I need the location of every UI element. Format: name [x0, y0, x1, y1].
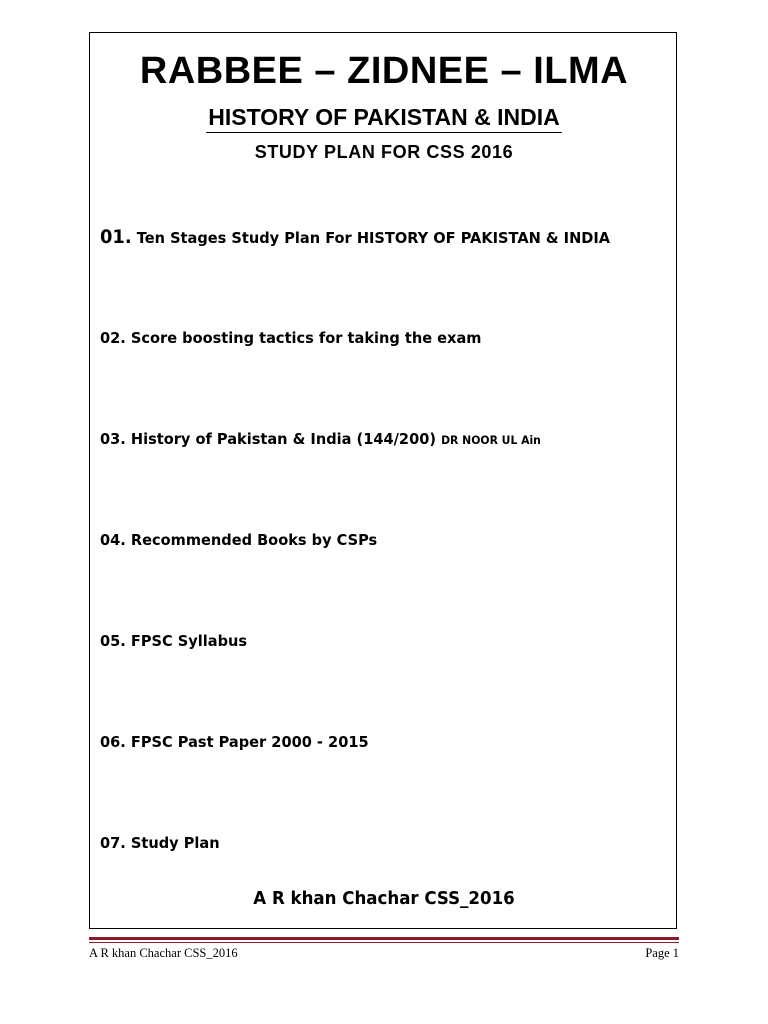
toc-item-02: [100, 327, 481, 349]
toc-item-05: [100, 630, 247, 652]
toc-item-text: Ten Stages Study Plan For HISTORY OF PAKISTAN & INDIA: [136, 229, 611, 247]
toc-item-number: 01.: [100, 226, 132, 248]
toc-item-text: FPSC Past Paper 2000 - 2015: [130, 733, 369, 751]
toc-item-note: DR NOOR UL Ain: [441, 433, 541, 447]
subtitle-container: [0, 102, 768, 133]
toc-item-text: Score boosting tactics for taking the exam: [130, 329, 482, 347]
toc-item-text: FPSC Syllabus: [130, 632, 248, 650]
page-border-frame: [89, 32, 677, 929]
toc-item-number: 07.: [100, 834, 126, 852]
toc-item-text: Study Plan: [130, 834, 220, 852]
toc-item-04: [100, 529, 377, 551]
toc-item-number: 03.: [100, 430, 126, 448]
footer-rule-thin: [89, 942, 679, 943]
document-title: RABBEE – ZIDNEE – ILMA: [139, 50, 629, 92]
study-plan-heading: STUDY PLAN FOR CSS 2016: [254, 142, 514, 162]
toc-item-03: [100, 428, 541, 451]
toc-item-01: [100, 226, 610, 249]
toc-item-number: 06.: [100, 733, 126, 751]
toc-item-number: 05.: [100, 632, 126, 650]
document-subtitle: HISTORY OF PAKISTAN & INDIA: [206, 102, 561, 133]
toc-item-text: Recommended Books by CSPs: [130, 531, 378, 549]
footer-author: A R khan Chachar CSS_2016: [89, 946, 238, 960]
toc-item-number: 04.: [100, 531, 126, 549]
author-line: A R khan Chachar CSS_2016: [253, 889, 515, 909]
toc-item-text: History of Pakistan & India (144/200): [130, 430, 437, 448]
toc-item-06: [100, 731, 369, 753]
toc-item-number: 02.: [100, 329, 126, 347]
toc-item-07: [100, 832, 220, 854]
page-number: Page 1: [645, 946, 679, 960]
footer-rule-thick: [89, 937, 679, 940]
